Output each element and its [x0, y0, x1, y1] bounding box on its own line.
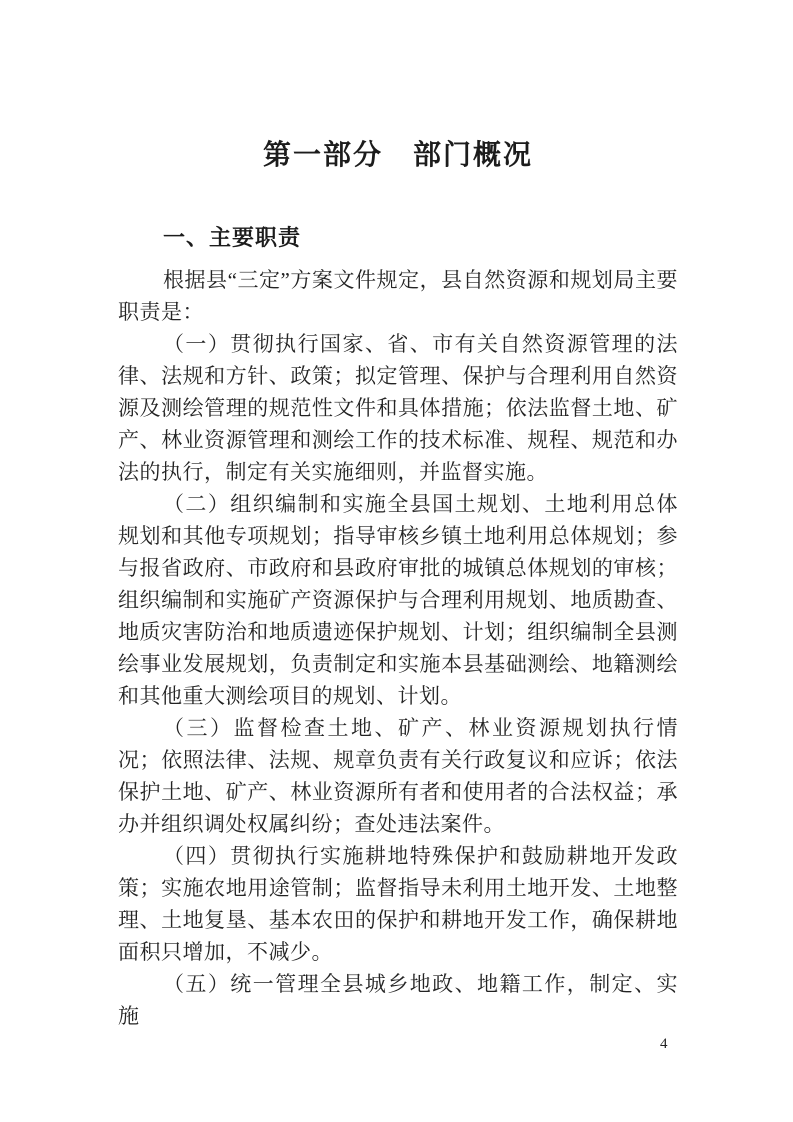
paragraph-item-4: （四）贯彻执行实施耕地特殊保护和鼓励耕地开发政策；实施农地用途管制；监督指导未利用土地开发、土地整理、土地复垦、基本农田的保护和耕地开发工作，确保耕地面积只增加，不减少。 [118, 844, 678, 964]
document-content [118, 138, 678, 1032]
paragraph-item-5: （五）统一管理全县城乡地政、地籍工作，制定、实施 [118, 972, 678, 1028]
page-number: 4 [660, 1036, 668, 1052]
paragraph-item-1: （一）贯彻执行国家、省、市有关自然资源管理的法律、法规和方针、政策；拟定管理、保护与合理利用自然资源及测绘管理的规范性文件和具体措施；依法监督土地、矿产、林业资源管理和测绘工作的技术标准、规程、规范和办法的执行，制定有关实施细则，并监督实施。 [118, 332, 678, 484]
document-title: 第一部分 部门概况 [262, 139, 533, 170]
paragraph-item-3: （三）监督检查土地、矿产、林业资源规划执行情况；依照法律、法规、规章负责有关行政复议和应诉；依法保护土地、矿产、林业资源所有者和使用者的合法权益；承办并组织调处权属纠纷；查处违法案件。 [118, 716, 678, 836]
section-heading: 一、主要职责 [163, 225, 302, 250]
paragraph-intro: 根据县“三定”方案文件规定，县自然资源和规划局主要职责是： [118, 268, 678, 324]
paragraph-item-2: （二）组织编制和实施全县国土规划、土地利用总体规划和其他专项规划；指导审核乡镇土地利用总体规划；参与报省政府、市政府和县政府审批的城镇总体规划的审核；组织编制和实施矿产资源保护与合理利用规划、地质勘查、地质灾害防治和地质遗迹保护规划、计划；组织编制全县测绘事业发展规划，负责制定和实施本县基础测绘、地籍测绘和其他重大测绘项目的规划、计划。 [118, 492, 678, 708]
